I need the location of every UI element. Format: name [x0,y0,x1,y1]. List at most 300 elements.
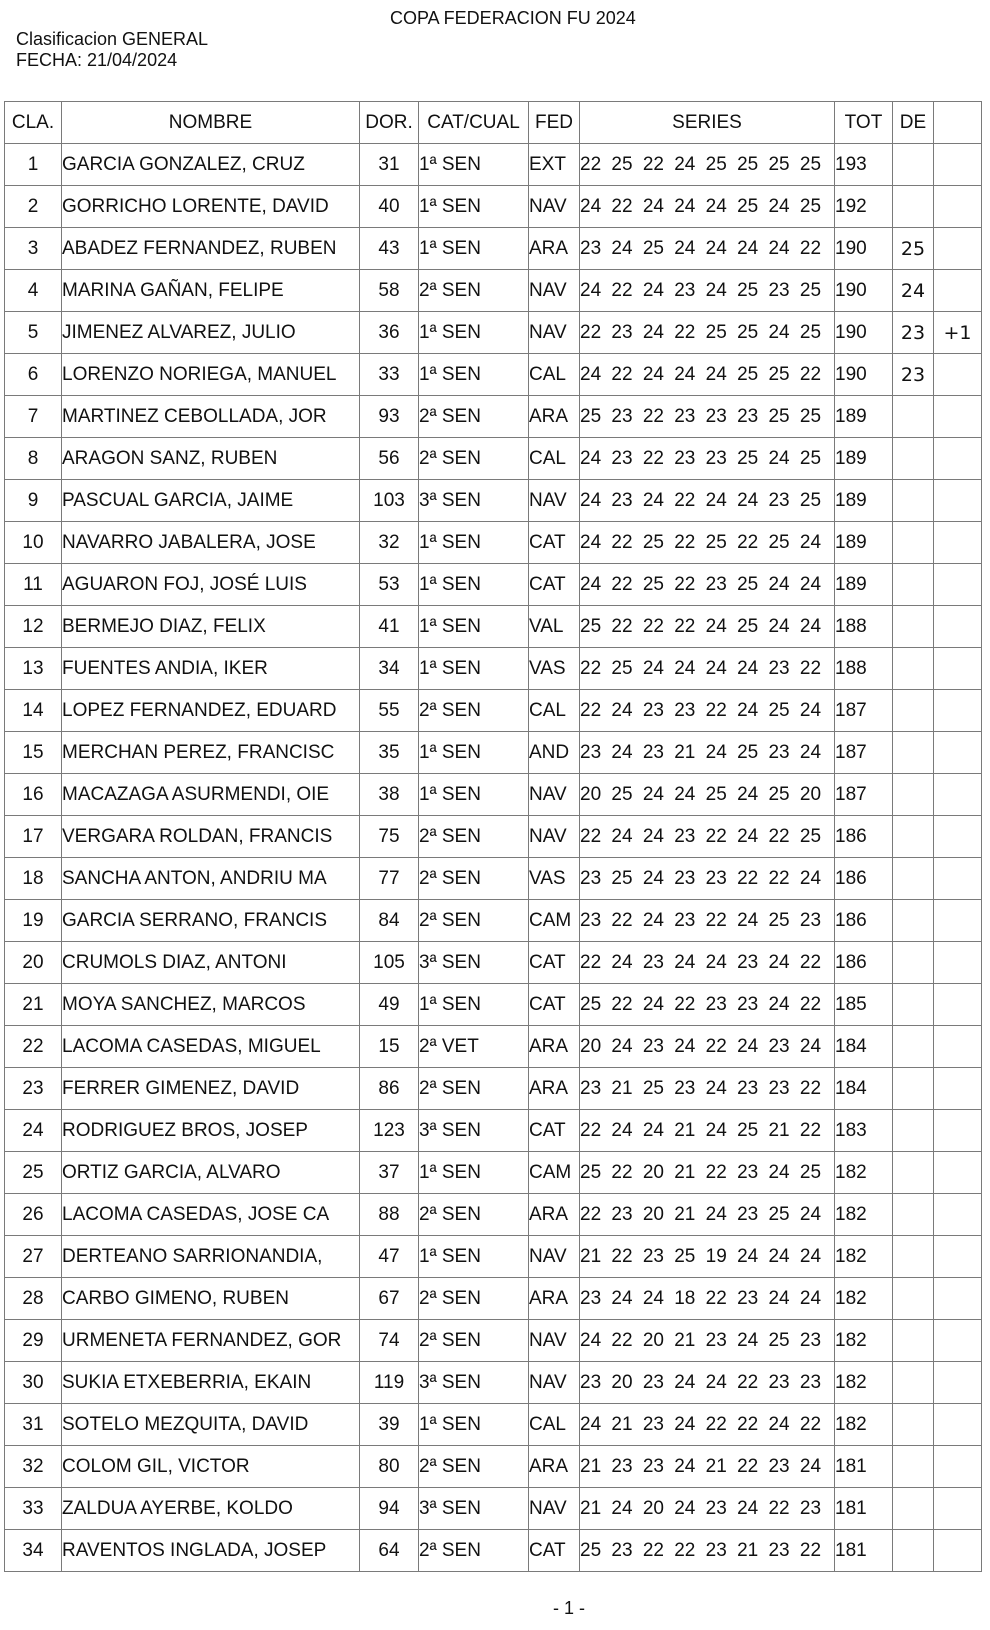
cell-dor: 56 [360,438,419,480]
cell-name: MARINA GAÑAN, FELIPE [62,270,360,312]
cell-dor: 119 [360,1362,419,1404]
cell-dor: 43 [360,228,419,270]
cell-extra [934,1110,982,1152]
document-title: COPA FEDERACION FU 2024 [390,8,636,28]
cell-tot: 188 [835,648,893,690]
cell-de [893,1152,934,1194]
cell-de [893,1194,934,1236]
cell-fed: CAT [529,1530,580,1572]
cell-de [893,606,934,648]
cell-extra [934,690,982,732]
cell-fed: VAL [529,606,580,648]
cell-name: LACOMA CASEDAS, MIGUEL [62,1026,360,1068]
cell-fed: ARA [529,228,580,270]
cell-cat: 1ª SEN [419,606,529,648]
cell-de [893,522,934,564]
cell-cla: 14 [5,690,62,732]
cell-extra [934,144,982,186]
cell-cat: 1ª SEN [419,144,529,186]
cell-series: 21 22 23 25 19 24 24 24 [580,1236,835,1278]
cell-series: 25 23 22 22 23 21 23 22 [580,1530,835,1572]
cell-tot: 189 [835,564,893,606]
cell-de [893,1404,934,1446]
cell-de [893,438,934,480]
cell-dor: 93 [360,396,419,438]
cell-fed: EXT [529,144,580,186]
cell-de [893,900,934,942]
cell-cla: 22 [5,1026,62,1068]
table-row [5,984,982,1026]
cell-series: 24 22 24 24 24 25 24 25 [580,186,835,228]
cell-tot: 189 [835,522,893,564]
cell-extra [934,1152,982,1194]
cell-cla: 10 [5,522,62,564]
cell-fed: NAV [529,312,580,354]
cell-cat: 1ª SEN [419,1404,529,1446]
cell-extra [934,1278,982,1320]
cell-tot: 186 [835,942,893,984]
table-row [5,1194,982,1236]
cell-tot: 186 [835,858,893,900]
cell-series: 22 23 24 22 25 25 24 25 [580,312,835,354]
cell-name: NAVARRO JABALERA, JOSE [62,522,360,564]
cell-extra [934,228,982,270]
cell-de [893,1236,934,1278]
cell-cat: 1ª SEN [419,354,529,396]
cell-series: 22 24 24 23 22 24 22 25 [580,816,835,858]
cell-series: 25 23 22 23 23 23 25 25 [580,396,835,438]
cell-tot: 182 [835,1362,893,1404]
cell-fed: CAL [529,354,580,396]
cell-extra [934,270,982,312]
header-row [5,102,982,144]
cell-fed: CAT [529,1110,580,1152]
cell-tot: 187 [835,732,893,774]
cell-dor: 80 [360,1446,419,1488]
table-row [5,606,982,648]
cell-cat: 2ª SEN [419,1068,529,1110]
cell-fed: NAV [529,1320,580,1362]
table-row [5,1404,982,1446]
cell-de [893,648,934,690]
cell-de [893,1320,934,1362]
cell-name: CRUMOLS DIAZ, ANTONI [62,942,360,984]
cell-dor: 53 [360,564,419,606]
table-row [5,1530,982,1572]
cell-series: 25 22 20 21 22 23 24 25 [580,1152,835,1194]
cell-tot: 189 [835,438,893,480]
cell-series: 24 22 25 22 23 25 24 24 [580,564,835,606]
cell-cat: 1ª SEN [419,1152,529,1194]
cell-de [893,480,934,522]
cell-cla: 26 [5,1194,62,1236]
cell-tot: 182 [835,1404,893,1446]
cell-cla: 33 [5,1488,62,1530]
cell-de [893,144,934,186]
cell-series: 21 23 23 24 21 22 23 24 [580,1446,835,1488]
cell-dor: 35 [360,732,419,774]
cell-de [893,186,934,228]
cell-dor: 77 [360,858,419,900]
table-row [5,1152,982,1194]
cell-name: RAVENTOS INGLADA, JOSEP [62,1530,360,1572]
table-row [5,144,982,186]
cell-extra [934,1446,982,1488]
cell-fed: CAL [529,690,580,732]
cell-extra [934,1404,982,1446]
cell-fed: ARA [529,1194,580,1236]
cell-cla: 20 [5,942,62,984]
cell-cat: 2ª SEN [419,900,529,942]
cell-cla: 4 [5,270,62,312]
table-row [5,1488,982,1530]
cell-name: CARBO GIMENO, RUBEN [62,1278,360,1320]
cell-dor: 105 [360,942,419,984]
results-body [5,144,982,1572]
table-row [5,1110,982,1152]
cell-cat: 1ª SEN [419,984,529,1026]
cell-series: 23 24 23 21 24 25 23 24 [580,732,835,774]
cell-dor: 88 [360,1194,419,1236]
cell-de [893,1362,934,1404]
cell-cat: 1ª SEN [419,228,529,270]
cell-series: 22 25 24 24 24 24 23 22 [580,648,835,690]
cell-extra [934,774,982,816]
cell-name: FERRER GIMENEZ, DAVID [62,1068,360,1110]
cell-extra [934,732,982,774]
cell-series: 23 25 24 23 23 22 22 24 [580,858,835,900]
cell-series: 24 22 24 23 24 25 23 25 [580,270,835,312]
cell-dor: 36 [360,312,419,354]
cell-fed: VAS [529,858,580,900]
cell-cat: 1ª SEN [419,774,529,816]
cell-dor: 94 [360,1488,419,1530]
cell-fed: CAT [529,942,580,984]
cell-cat: 2ª SEN [419,690,529,732]
table-row [5,1068,982,1110]
cell-series: 24 22 24 24 24 25 25 22 [580,354,835,396]
cell-de [893,942,934,984]
cell-cla: 16 [5,774,62,816]
cell-dor: 75 [360,816,419,858]
cell-tot: 192 [835,186,893,228]
cell-de [893,816,934,858]
cell-name: GARCIA SERRANO, FRANCIS [62,900,360,942]
cell-dor: 55 [360,690,419,732]
cell-name: URMENETA FERNANDEZ, GOR [62,1320,360,1362]
cell-series: 24 22 25 22 25 22 25 24 [580,522,835,564]
cell-tot: 184 [835,1068,893,1110]
cell-de [893,1068,934,1110]
cell-dor: 84 [360,900,419,942]
cell-series: 22 24 24 21 24 25 21 22 [580,1110,835,1152]
cell-cat: 2ª SEN [419,1278,529,1320]
cell-name: MARTINEZ CEBOLLADA, JOR [62,396,360,438]
column-header-fed: FED [529,102,580,144]
cell-cat: 2ª SEN [419,816,529,858]
cell-series: 23 21 25 23 24 23 23 22 [580,1068,835,1110]
cell-name: MACAZAGA ASURMENDI, OIE [62,774,360,816]
cell-cla: 11 [5,564,62,606]
cell-fed: CAT [529,522,580,564]
cell-extra [934,1362,982,1404]
cell-name: ZALDUA AYERBE, KOLDO [62,1488,360,1530]
cell-de [893,564,934,606]
cell-de [893,1446,934,1488]
cell-tot: 182 [835,1236,893,1278]
table-row [5,942,982,984]
cell-dor: 41 [360,606,419,648]
cell-name: LOPEZ FERNANDEZ, EDUARD [62,690,360,732]
cell-name: ORTIZ GARCIA, ALVARO [62,1152,360,1194]
cell-cat: 1ª SEN [419,522,529,564]
cell-de [893,984,934,1026]
cell-fed: VAS [529,648,580,690]
table-row [5,270,982,312]
cell-cat: 2ª SEN [419,1194,529,1236]
table-row [5,648,982,690]
cell-de [893,1110,934,1152]
cell-cla: 28 [5,1278,62,1320]
cell-extra [934,564,982,606]
cell-cat: 2ª VET [419,1026,529,1068]
table-row [5,1320,982,1362]
table-row [5,186,982,228]
cell-dor: 64 [360,1530,419,1572]
table-row [5,690,982,732]
cell-cat: 3ª SEN [419,480,529,522]
cell-cat: 3ª SEN [419,942,529,984]
cell-extra [934,438,982,480]
cell-name: DERTEANO SARRIONANDIA, [62,1236,360,1278]
cell-cat: 3ª SEN [419,1488,529,1530]
cell-cla: 31 [5,1404,62,1446]
table-row [5,564,982,606]
cell-tot: 189 [835,396,893,438]
cell-cla: 9 [5,480,62,522]
cell-tot: 188 [835,606,893,648]
cell-de [893,1278,934,1320]
cell-dor: 58 [360,270,419,312]
cell-cat: 1ª SEN [419,648,529,690]
cell-extra [934,1068,982,1110]
cell-tot: 184 [835,1026,893,1068]
cell-name: SANCHA ANTON, ANDRIU MA [62,858,360,900]
cell-name: SOTELO MEZQUITA, DAVID [62,1404,360,1446]
cell-name: PASCUAL GARCIA, JAIME [62,480,360,522]
cell-dor: 39 [360,1404,419,1446]
cell-cat: 2ª SEN [419,858,529,900]
cell-series: 25 22 22 22 24 25 24 24 [580,606,835,648]
cell-extra [934,1530,982,1572]
date-label: FECHA: 21/04/2024 [16,50,178,70]
cell-tot: 190 [835,354,893,396]
column-header-cla: CLA. [5,102,62,144]
cell-cla: 25 [5,1152,62,1194]
cell-de [893,732,934,774]
cell-tot: 187 [835,690,893,732]
cell-cat: 1ª SEN [419,732,529,774]
cell-cat: 1ª SEN [419,186,529,228]
cell-name: AGUARON FOJ, JOSÉ LUIS [62,564,360,606]
column-header-de: DE [893,102,934,144]
table-row [5,858,982,900]
cell-cat: 1ª SEN [419,1236,529,1278]
cell-name: JIMENEZ ALVAREZ, JULIO [62,312,360,354]
cell-series: 24 23 24 22 24 24 23 25 [580,480,835,522]
cell-name: RODRIGUEZ BROS, JOSEP [62,1110,360,1152]
page-number: - 1 - [553,1598,586,1618]
cell-extra [934,1320,982,1362]
cell-cat: 1ª SEN [419,312,529,354]
cell-extra [934,900,982,942]
cell-tot: 181 [835,1530,893,1572]
cell-de [893,396,934,438]
cell-tot: 189 [835,480,893,522]
cell-fed: ARA [529,1446,580,1488]
cell-cla: 5 [5,312,62,354]
table-row [5,900,982,942]
cell-extra [934,186,982,228]
cell-tot: 186 [835,900,893,942]
cell-fed: ARA [529,1068,580,1110]
cell-fed: AND [529,732,580,774]
cell-name: VERGARA ROLDAN, FRANCIS [62,816,360,858]
cell-fed: ARA [529,396,580,438]
cell-name: BERMEJO DIAZ, FELIX [62,606,360,648]
cell-series: 23 24 24 18 22 23 24 24 [580,1278,835,1320]
cell-series: 23 20 23 24 24 22 23 23 [580,1362,835,1404]
cell-fed: NAV [529,1488,580,1530]
cell-tot: 193 [835,144,893,186]
cell-dor: 86 [360,1068,419,1110]
table-row [5,1446,982,1488]
cell-series: 22 25 22 24 25 25 25 25 [580,144,835,186]
cell-series: 22 23 20 21 24 23 25 24 [580,1194,835,1236]
cell-fed: NAV [529,1362,580,1404]
cell-de: 23 [893,354,934,396]
cell-fed: NAV [529,1236,580,1278]
table-row [5,1362,982,1404]
cell-dor: 40 [360,186,419,228]
cell-cla: 17 [5,816,62,858]
cell-cla: 24 [5,1110,62,1152]
table-row [5,732,982,774]
cell-cla: 1 [5,144,62,186]
cell-fed: NAV [529,816,580,858]
cell-cat: 2ª SEN [419,1446,529,1488]
cell-tot: 181 [835,1446,893,1488]
cell-dor: 74 [360,1320,419,1362]
cell-fed: NAV [529,270,580,312]
cell-dor: 103 [360,480,419,522]
cell-tot: 182 [835,1320,893,1362]
cell-fed: ARA [529,1278,580,1320]
column-header-cat: CAT/CUAL [419,102,529,144]
cell-tot: 190 [835,270,893,312]
cell-fed: CAM [529,1152,580,1194]
cell-series: 22 24 23 23 22 24 25 24 [580,690,835,732]
column-header-tot: TOT [835,102,893,144]
table-row [5,396,982,438]
cell-name: LORENZO NORIEGA, MANUEL [62,354,360,396]
cell-series: 22 24 23 24 24 23 24 22 [580,942,835,984]
cell-tot: 190 [835,228,893,270]
cell-de [893,1026,934,1068]
cell-tot: 182 [835,1152,893,1194]
cell-fed: CAM [529,900,580,942]
table-row [5,354,982,396]
cell-series: 23 24 25 24 24 24 24 22 [580,228,835,270]
cell-tot: 185 [835,984,893,1026]
table-row [5,1278,982,1320]
cell-dor: 37 [360,1152,419,1194]
cell-extra: +1 [934,312,982,354]
cell-name: GORRICHO LORENTE, DAVID [62,186,360,228]
cell-fed: CAT [529,564,580,606]
cell-tot: 186 [835,816,893,858]
table-row [5,480,982,522]
cell-de: 23 [893,312,934,354]
column-header-nombre: NOMBRE [62,102,360,144]
cell-fed: CAL [529,1404,580,1446]
cell-cla: 18 [5,858,62,900]
cell-fed: CAT [529,984,580,1026]
cell-tot: 187 [835,774,893,816]
cell-de [893,1488,934,1530]
table-row [5,816,982,858]
cell-cla: 3 [5,228,62,270]
cell-cat: 2ª SEN [419,1320,529,1362]
cell-cla: 34 [5,1530,62,1572]
cell-name: MERCHAN PEREZ, FRANCISC [62,732,360,774]
cell-cla: 15 [5,732,62,774]
table-row [5,1026,982,1068]
cell-cla: 12 [5,606,62,648]
cell-cla: 30 [5,1362,62,1404]
cell-extra [934,816,982,858]
cell-name: ABADEZ FERNANDEZ, RUBEN [62,228,360,270]
cell-name: SUKIA ETXEBERRIA, EKAIN [62,1362,360,1404]
cell-name: ARAGON SANZ, RUBEN [62,438,360,480]
table-row [5,312,982,354]
cell-fed: ARA [529,1026,580,1068]
cell-de [893,774,934,816]
cell-extra [934,1488,982,1530]
cell-cla: 23 [5,1068,62,1110]
cell-name: COLOM GIL, VICTOR [62,1446,360,1488]
cell-extra [934,1236,982,1278]
cell-de [893,690,934,732]
cell-cla: 29 [5,1320,62,1362]
cell-fed: CAL [529,438,580,480]
cell-de: 25 [893,228,934,270]
cell-series: 24 23 22 23 23 25 24 25 [580,438,835,480]
cell-name: MOYA SANCHEZ, MARCOS [62,984,360,1026]
cell-cla: 2 [5,186,62,228]
cell-extra [934,606,982,648]
cell-dor: 67 [360,1278,419,1320]
cell-fed: NAV [529,774,580,816]
cell-name: GARCIA GONZALEZ, CRUZ [62,144,360,186]
cell-dor: 34 [360,648,419,690]
cell-extra [934,858,982,900]
cell-extra [934,480,982,522]
cell-cla: 13 [5,648,62,690]
cell-de [893,858,934,900]
cell-dor: 33 [360,354,419,396]
cell-dor: 49 [360,984,419,1026]
